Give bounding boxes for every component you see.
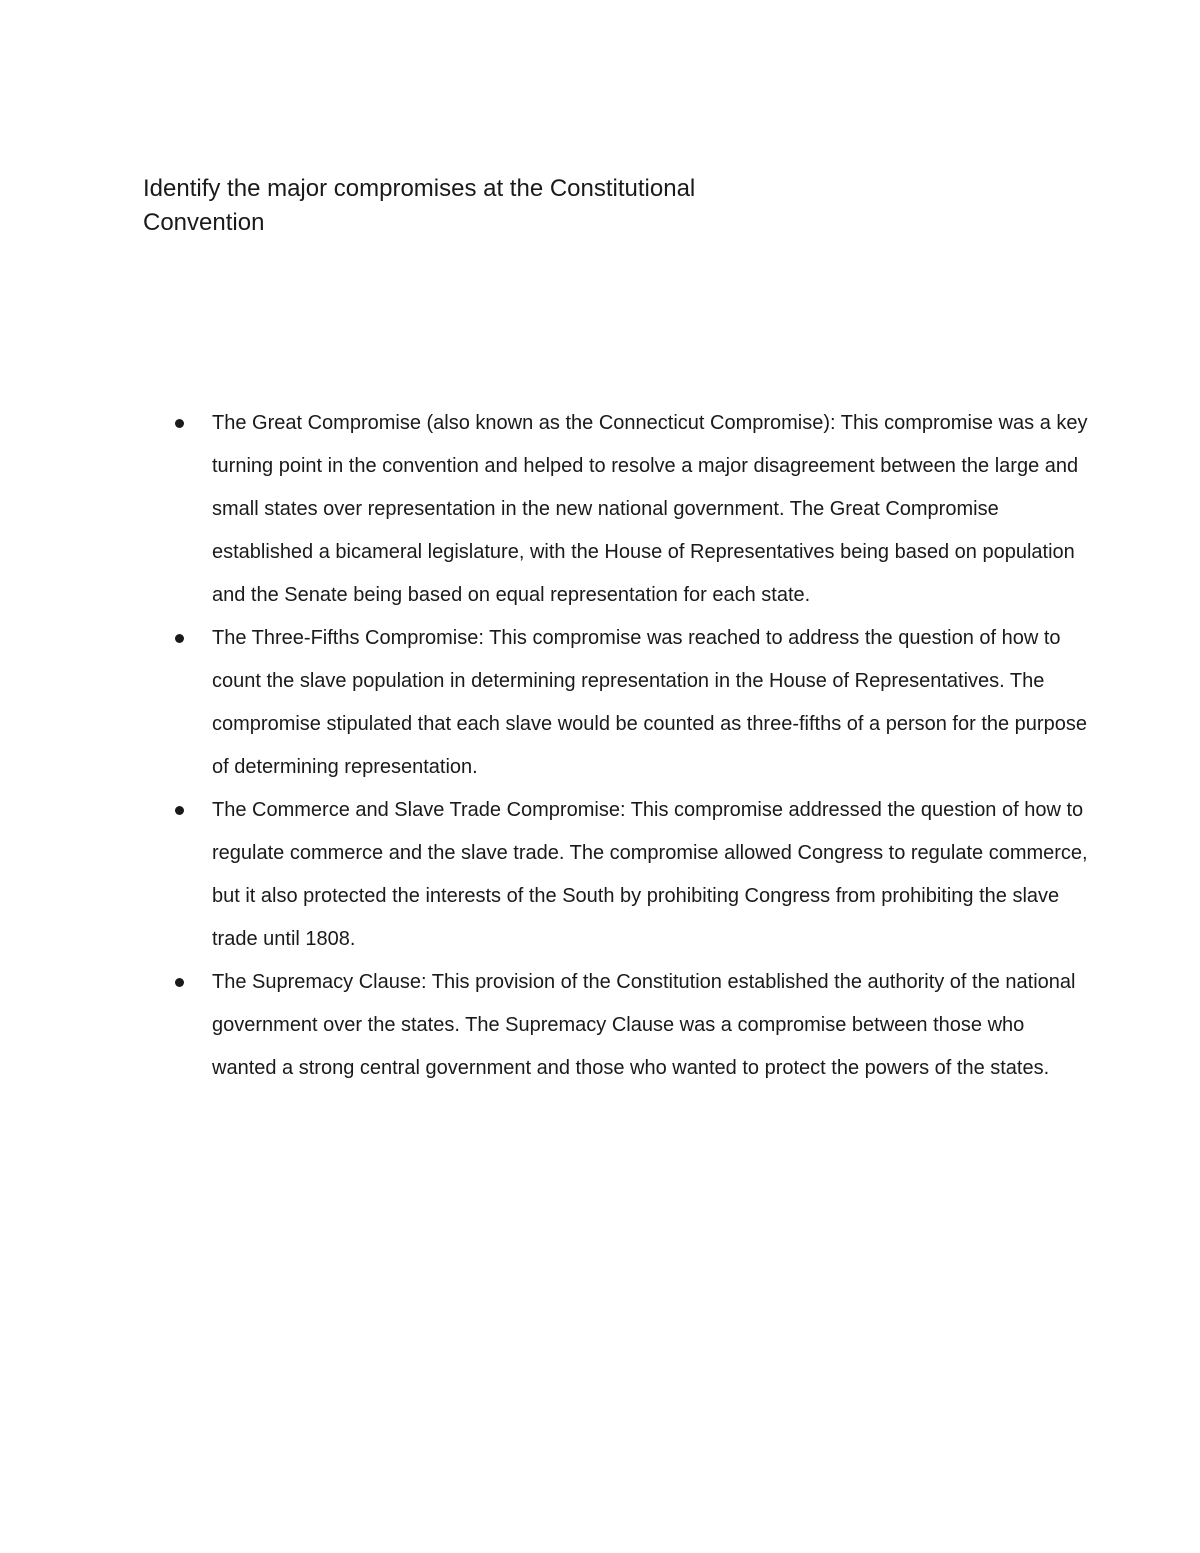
bullet-icon bbox=[175, 978, 184, 987]
bullet-icon bbox=[175, 634, 184, 643]
list-item-text: The Supremacy Clause: This provision of the Constitution established the authority of the national government over the states. The Supremacy Clause was a compromise between those who wanted a strong central government and those who wanted to protect the powers of the states. bbox=[212, 971, 1076, 1079]
bullet-icon bbox=[175, 806, 184, 815]
bullet-icon bbox=[175, 419, 184, 428]
list-item bbox=[172, 402, 1092, 617]
list-item bbox=[172, 617, 1092, 789]
list-item-text: The Three-Fifths Compromise: This compromise was reached to address the question of how to count the slave population in determining representation in the House of Representatives. The compromise stipulated that each slave would be counted as three-fifths of a person for the purpose of determining representation. bbox=[212, 627, 1087, 778]
list-item-text: The Commerce and Slave Trade Compromise: This compromise addressed the question of how to regulate commerce and the slave trade. The compromise allowed Congress to regulate commerce, but it also protected the interests of the South by prohibiting Congress from prohibiting the slave trade until 1808. bbox=[212, 799, 1088, 950]
list-item bbox=[172, 961, 1092, 1090]
compromise-list bbox=[172, 402, 1092, 1090]
list-item bbox=[172, 789, 1092, 961]
document-title: Identify the major compromises at the Constitutional Convention bbox=[143, 175, 696, 236]
list-item-text: The Great Compromise (also known as the Connecticut Compromise): This compromise was a key turning point in the convention and helped to resolve a major disagreement between the large and small states over representation in the new national government. The Great Compromise established a bicameral legislature, with the House of Representatives being based on population and the Senate being based on equal representation for each state. bbox=[212, 412, 1088, 606]
